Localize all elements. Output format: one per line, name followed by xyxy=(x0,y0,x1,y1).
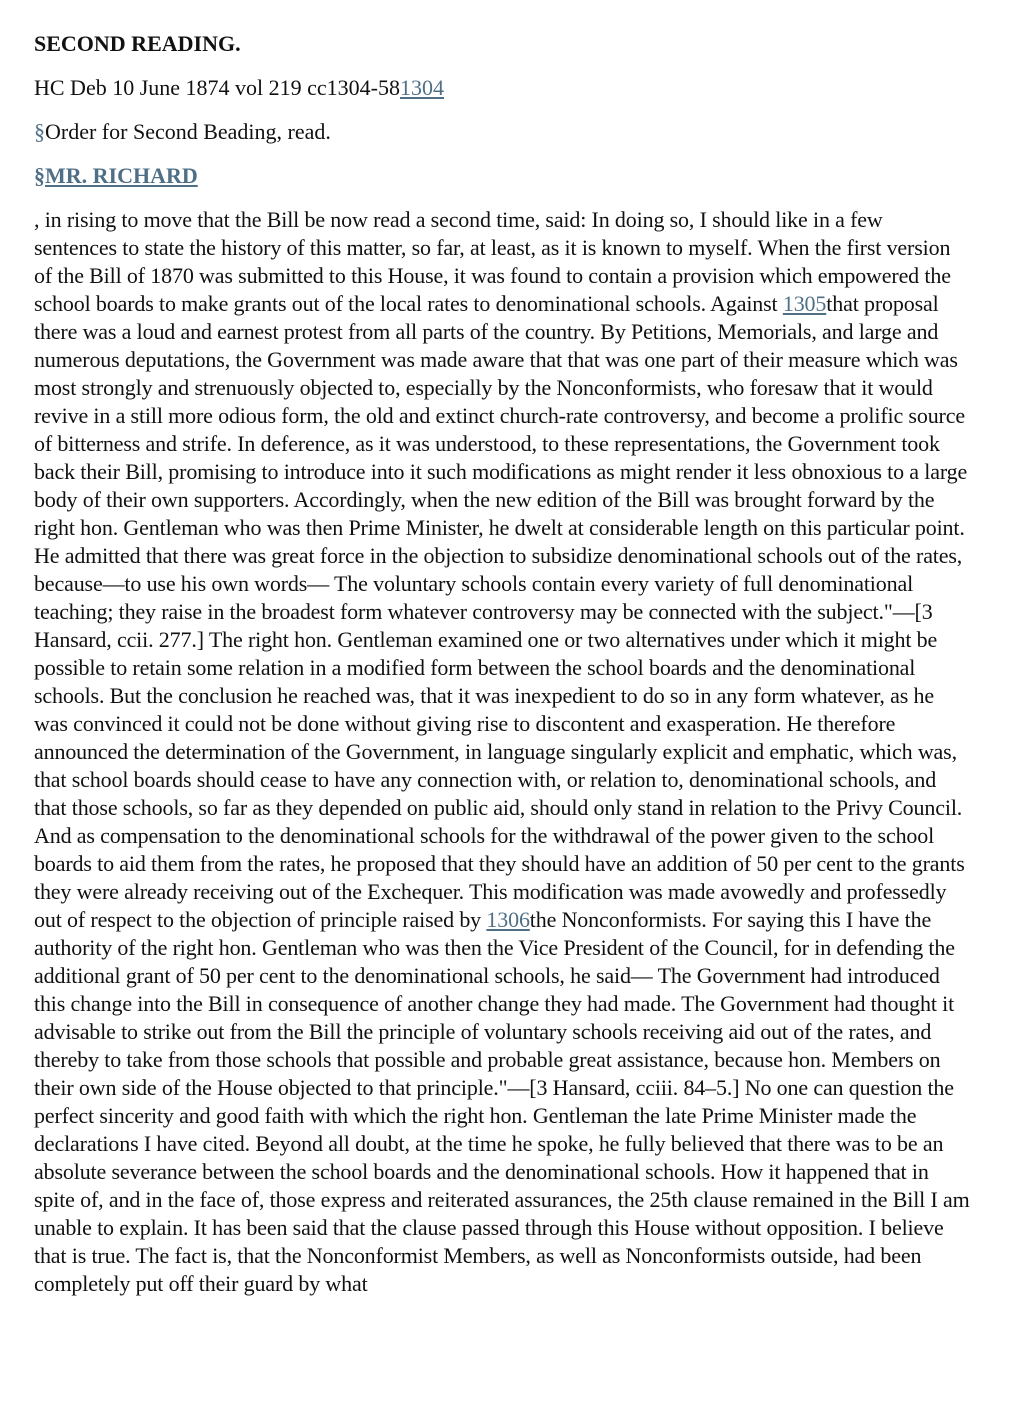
speech-text-part3: the Nonconformists. For saying this I have the authority of the right hon. Gentleman who was then the Vice President of the Council, for in defending the additional grant of 50 per cent to the denominational schools, he said— The Government had introduced this change into the Bill in consequence of another change they had made. The Government had thought it advisable to strike out from the Bill the principle of voluntary schools receiving aid out of the rates, and thereby to take from those schools that possible and probable great assistance, because hon. Members on their own side of the House objected to that principle."—[3 Hansard, cciii. 84–5.] No one can question the perfect sincerity and good faith with which the right hon. Gentleman the late Prime Minister made the declarations I have cited. Beyond all doubt, at the time he spoke, he fully believed that there was to be an absolute severance between the school boards and the denominational schools. How it happened that in spite of, and in the face of, those express and reiterated assurances, the 25th clause remained in the Bill I am unable to explain. It has been said that the clause passed through this House without opposition. I believe that is true. The fact is, that the Nonconformist Members, as well as Nonconformists outside, had been completely put off their guard by what xyxy=(34,907,970,1296)
order-text: Order for Second Beading, read. xyxy=(45,119,331,144)
column-link-1305[interactable]: 1305 xyxy=(782,291,827,316)
order-line xyxy=(34,118,970,146)
section-marker-link[interactable]: § xyxy=(34,119,45,144)
speech-paragraph xyxy=(34,206,970,1298)
speech-text-part1: , in rising to move that the Bill be now read a second time, said: In doing so, I should like in a few sentences to state the history of this matter, so far, at least, as it is known to myself. When the first version of the Bill of 1870 was submitted to this House, it was found to contain a provision which empowered the school boards to make grants out of the local rates to denominational schools. Against xyxy=(34,207,951,316)
column-link-1304[interactable]: 1304 xyxy=(400,75,445,100)
speech-text-part2: that proposal there was a loud and earnest protest from all parts of the country. By Petitions, Memorials, and large and numerous deputations, the Government was made aware that that was one part of their measure which was most strongly and strenuously objected to, especially by the Nonconformists, who foresaw that it would revive in a still more odious form, the old and extinct church-rate controversy, and become a prolific source of bitterness and strife. In deference, as it was understood, to these representations, the Government took back their Bill, promising to introduce into it such modifications as might render it less obnoxious to a large body of their own supporters. Accordingly, when the new edition of the Bill was brought forward by the right hon. Gentleman who was then Prime Minister, he dwelt at considerable length on this particular point. He admitted that there was great force in the objection to subsidize denominational schools out of the rates, because—to use his own words— The voluntary schools contain every variety of full denominational teaching; they raise in the broadest form whatever controversy may be connected with the subject."—[3 Hansard, ccii. 277.] The right hon. Gentleman examined one or two alternatives under which it might be possible to retain some relation in a modified form between the school boards and the denominational schools. But the conclusion he reached was, that it was inexpedient to do so in any form whatever, as he was convinced it could not be done without giving rise to discontent and exasperation. He therefore announced the determination of the Government, in language singularly explicit and emphatic, which was, that school boards should cease to have any connection with, or relation to, denominational schools, and that those schools, so far as they depended on public aid, should only stand in relation to the Privy Council. And as compensation to the denominational schools for the withdrawal of the power given to the school boards to aid them from the rates, he proposed that they should have an addition of 50 per cent to the grants they were already receiving out of the Exchequer. This modification was made avowedly and professedly out of respect to the objection of principle raised by xyxy=(34,291,968,932)
speaker-marker-link[interactable]: § xyxy=(34,163,45,188)
section-title: SECOND READING. xyxy=(34,31,241,56)
citation-line xyxy=(34,74,970,102)
citation-text: HC Deb 10 June 1874 vol 219 cc1304-58 xyxy=(34,75,401,100)
speaker-line xyxy=(34,162,970,190)
column-link-1306[interactable]: 1306 xyxy=(486,907,530,932)
speaker-name-link[interactable]: MR. RICHARD xyxy=(45,163,198,188)
